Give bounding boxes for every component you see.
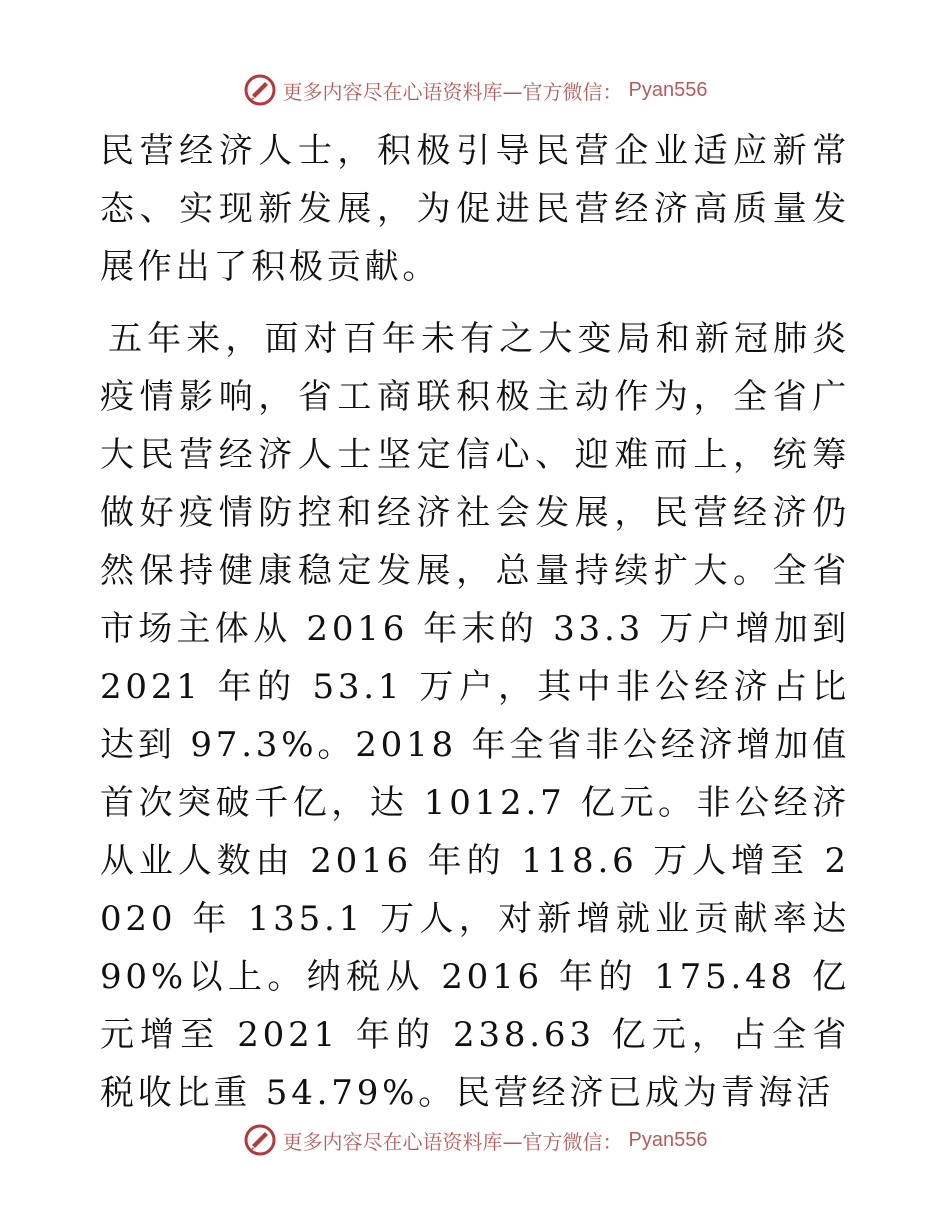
watermark-text: 更多内容尽在心语资料库—官方微信： [282,79,623,104]
watermark-text: 更多内容尽在心语资料库—官方微信： [282,1129,623,1154]
watermark-id: Pyan556 [628,78,708,101]
watermark-header [0,70,950,110]
paragraph-2: 五年来，面对百年未有之大变局和新冠肺炎疫情影响，省工商联积极主动作为，全省广大民营经济人士坚定信心、迎难而上，统筹做好疫情防控和经济社会发展，民营经济仍然保持健康稳定发展，总量持续扩大。全省市场主体从 2016 年末的 33.3 万户增加到 2021 年的 53.1 万户，其中非公经济占比达到 97.3%。2018 年全省非公经济增加值首次突破千亿，达 1012.7 亿元。非公经济从业人数由 2016 年的 118.6 万人增至 2020 年 135.1 万人，对新增就业贡献率达 90%以上。纳税从 2016 年的 175.48 亿元增至 2021 年的 238.63 亿元，占全省税收比重 54.79%。民营经济已成为青海活 [100,319,850,1113]
paragraph-1: 民营经济人士，积极引导民营企业适应新常态、实现新发展，为促进民营经济高质量发展作出了积极贡献。 [100,131,850,287]
watermark-footer [0,1120,950,1160]
red-seal-logo-icon [243,73,277,107]
document-body [100,122,850,1122]
red-seal-logo-icon [243,1123,277,1157]
watermark-id: Pyan556 [628,1128,708,1151]
